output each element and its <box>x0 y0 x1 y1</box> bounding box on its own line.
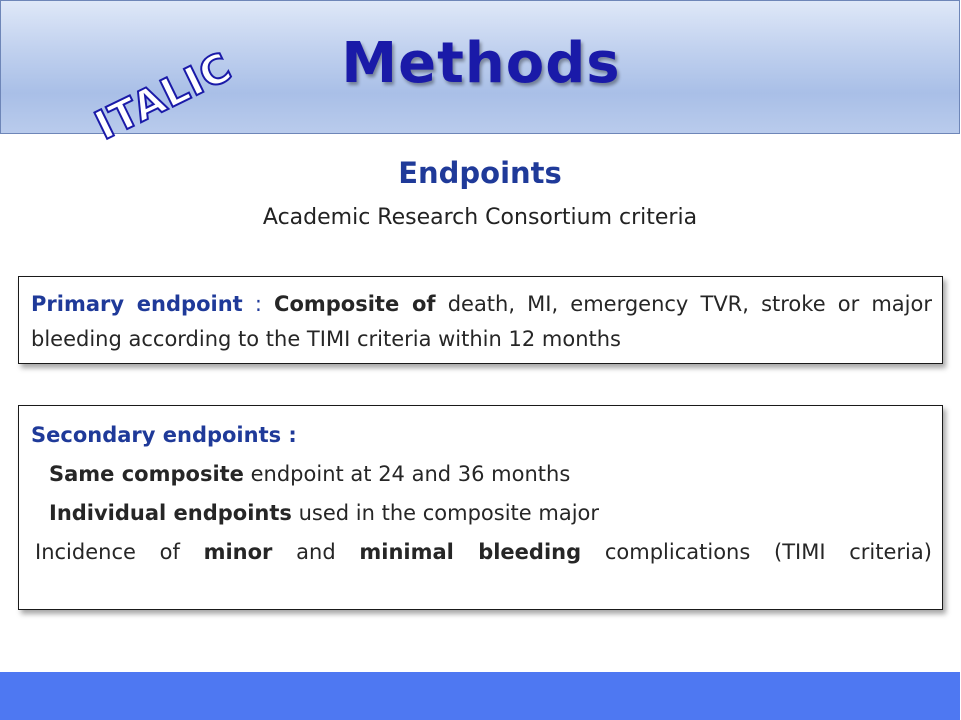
secondary-label: Secondary endpoints : <box>31 423 297 447</box>
secondary-item-3-bold-1: minor <box>203 540 273 564</box>
primary-separator: : <box>254 292 262 316</box>
criteria-subtitle: Academic Research Consortium criteria <box>262 205 698 230</box>
secondary-item-3 <box>31 533 932 571</box>
secondary-item-1-text: endpoint at 24 and 36 months <box>250 462 571 486</box>
secondary-item-2-bold: Individual endpoints <box>49 501 292 525</box>
secondary-item-3-text-1: Incidence of <box>35 540 180 564</box>
primary-endpoint-box <box>18 276 943 364</box>
secondary-item-2-text: used in the composite major <box>298 501 600 525</box>
secondary-endpoints-box <box>18 405 943 610</box>
secondary-item-1-bold: Same composite <box>49 462 244 486</box>
secondary-item-2 <box>31 494 932 533</box>
primary-composite: Composite of <box>274 292 436 316</box>
footer-bar <box>0 672 960 720</box>
title-bar <box>0 0 960 150</box>
secondary-item-3-text-2: and <box>296 540 336 564</box>
primary-text: death, MI, emergency TVR, stroke or major bleeding according to the TIMI criteria within 12 months <box>31 292 932 351</box>
logo-text: ITALIC <box>88 44 240 150</box>
secondary-item-1 <box>31 455 932 494</box>
page-title: Methods <box>341 31 621 96</box>
section-title: Endpoints <box>398 156 562 190</box>
secondary-item-3-bold-2: minimal bleeding <box>359 540 582 564</box>
primary-label: Primary endpoint <box>31 292 243 316</box>
secondary-item-3-text-3: complications (TIMI criteria) <box>604 540 932 564</box>
